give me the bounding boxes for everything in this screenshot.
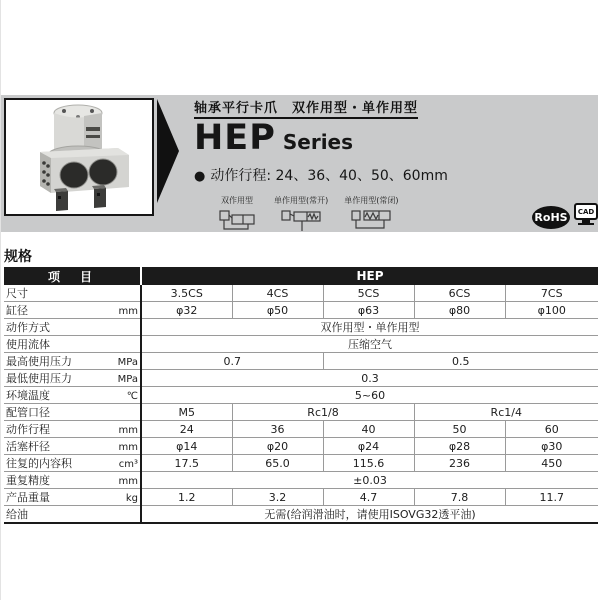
- series-title: [194, 118, 448, 161]
- spec-value-cell: 17.5: [141, 455, 232, 472]
- spec-row-unit: mm: [118, 425, 138, 436]
- spec-value-cell: 双作用型・单作用型: [141, 319, 598, 336]
- cad-icon: [574, 203, 598, 227]
- spec-table-row: [4, 370, 598, 387]
- spec-row-label-cell: [4, 370, 141, 387]
- spec-value-cell: 1.2: [141, 489, 232, 506]
- symbol-single-acting-no: [274, 195, 328, 233]
- spec-value-cell: 5CS: [323, 285, 414, 302]
- spec-row-label: 重复精度: [6, 474, 50, 487]
- spec-row-unit: mm: [118, 306, 138, 317]
- stroke-spec-line: [194, 165, 448, 185]
- spec-value-cell: φ63: [323, 302, 414, 319]
- spec-value-cell: Rc1/4: [414, 404, 598, 421]
- spec-row-unit: mm: [118, 476, 138, 487]
- spec-row-label-cell: [4, 302, 141, 319]
- spec-row-label-cell: [4, 438, 141, 455]
- series-name: HEP: [194, 118, 276, 158]
- spec-table-row: [4, 353, 598, 370]
- spec-value-cell: 60: [505, 421, 598, 438]
- spec-value-cell: φ50: [232, 302, 323, 319]
- spec-table-row: [4, 336, 598, 353]
- spec-value-cell: 50: [414, 421, 505, 438]
- title-block: [194, 97, 448, 185]
- symbol-double-acting: [216, 195, 258, 233]
- spec-row-unit: mm: [118, 442, 138, 453]
- spec-value-cell: φ32: [141, 302, 232, 319]
- spec-value-cell: φ20: [232, 438, 323, 455]
- spec-value-cell: 115.6: [323, 455, 414, 472]
- spec-row-label-cell: [4, 319, 141, 336]
- spec-table-row: [4, 387, 598, 404]
- cad-base: [578, 223, 594, 225]
- spec-value-cell: 0.7: [141, 353, 323, 370]
- spec-value-cell: 7CS: [505, 285, 598, 302]
- spec-row-unit: cm³: [118, 459, 138, 470]
- gripper-product-image: [6, 100, 152, 214]
- spec-value-cell: 3.2: [232, 489, 323, 506]
- product-subtitle: 轴承平行卡爪 双作用型・单作用型: [194, 97, 418, 119]
- product-photo: [4, 98, 154, 216]
- spec-row-label-cell: [4, 285, 141, 302]
- spec-value-cell: 7.8: [414, 489, 505, 506]
- spec-table-row: [4, 319, 598, 336]
- series-column-header: HEP: [141, 267, 598, 285]
- spec-row-label: 动作行程: [6, 423, 50, 436]
- spec-row-label-cell: [4, 387, 141, 404]
- spec-row-label: 最低使用压力: [6, 372, 72, 385]
- series-suffix: Series: [282, 130, 354, 154]
- spec-row-label: 给油: [6, 508, 28, 521]
- spec-value-cell: 24: [141, 421, 232, 438]
- spec-value-cell: M5: [141, 404, 232, 421]
- bullet-icon: ●: [194, 169, 206, 184]
- spec-value-cell: φ80: [414, 302, 505, 319]
- spec-table-row: [4, 302, 598, 319]
- spec-table-row: [4, 489, 598, 506]
- spec-row-label-cell: [4, 353, 141, 370]
- spec-value-cell: φ28: [414, 438, 505, 455]
- spec-row-label: 配管口径: [6, 406, 50, 419]
- spec-value-cell: 65.0: [232, 455, 323, 472]
- spec-table-row: [4, 472, 598, 489]
- spec-row-label-cell: [4, 506, 141, 524]
- spec-row-label-cell: [4, 455, 141, 472]
- symbol-single-acting-nc: [344, 195, 398, 233]
- spec-table-row: [4, 438, 598, 455]
- spec-row-unit: ℃: [126, 391, 138, 402]
- spec-value-cell: φ30: [505, 438, 598, 455]
- spec-value-cell: 4.7: [323, 489, 414, 506]
- double-acting-symbol-icon: [216, 207, 258, 233]
- spec-row-unit: MPa: [117, 357, 138, 368]
- spec-value-cell: 0.5: [323, 353, 598, 370]
- spec-value-cell: φ100: [505, 302, 598, 319]
- spec-row-label: 使用流体: [6, 338, 50, 351]
- spec-row-label-cell: [4, 489, 141, 506]
- symbol-label: 双作用型: [221, 196, 253, 205]
- banner-arrow-icon: [157, 99, 179, 203]
- cad-screen: CAD: [574, 203, 598, 220]
- spec-row-label: 动作方式: [6, 321, 50, 334]
- spec-table: [4, 267, 598, 524]
- spec-value-cell: 6CS: [414, 285, 505, 302]
- spec-value-cell: 无需(给润滑油时，请使用ISOVG32透平油): [141, 506, 598, 524]
- spec-table-row: [4, 455, 598, 472]
- spec-value-cell: φ24: [323, 438, 414, 455]
- spec-row-label: 尺寸: [6, 287, 28, 300]
- spec-row-unit: kg: [125, 493, 138, 504]
- spec-value-cell: 3.5CS: [141, 285, 232, 302]
- spec-row-unit: MPa: [117, 374, 138, 385]
- spec-row-label: 往复的内容积: [6, 457, 72, 470]
- symbol-label: 单作用型(常闭): [344, 196, 399, 205]
- pneumatic-symbols: [216, 195, 399, 233]
- spec-table-header-row: [4, 267, 598, 285]
- spec-value-cell: 0.3: [141, 370, 598, 387]
- header-banner: [1, 95, 598, 232]
- spec-row-label: 活塞杆径: [6, 440, 50, 453]
- spec-row-label: 最高使用压力: [6, 355, 72, 368]
- spec-row-label: 环境温度: [6, 389, 50, 402]
- item-column-header: 项 目: [4, 267, 141, 285]
- single-acting-no-symbol-icon: [278, 207, 324, 233]
- spec-table-row: [4, 404, 598, 421]
- spec-row-label: 产品重量: [6, 491, 50, 504]
- spec-value-cell: 236: [414, 455, 505, 472]
- spec-row-label-cell: [4, 336, 141, 353]
- spec-row-label-cell: [4, 421, 141, 438]
- spec-row-label-cell: [4, 404, 141, 421]
- spec-value-cell: 40: [323, 421, 414, 438]
- stroke-text: 动作行程: 24、36、40、50、60mm: [210, 168, 448, 184]
- spec-section-heading: 规格: [4, 249, 32, 265]
- spec-row-label: 缸径: [6, 304, 28, 317]
- spec-value-cell: 36: [232, 421, 323, 438]
- spec-value-cell: Rc1/8: [232, 404, 414, 421]
- spec-value-cell: 11.7: [505, 489, 598, 506]
- spec-value-cell: 4CS: [232, 285, 323, 302]
- spec-row-label-cell: [4, 472, 141, 489]
- single-acting-nc-symbol-icon: [348, 207, 394, 233]
- spec-value-cell: ±0.03: [141, 472, 598, 489]
- rohs-badge: RoHS: [532, 206, 570, 229]
- spec-value-cell: 压缩空气: [141, 336, 598, 353]
- spec-table-row: [4, 285, 598, 302]
- spec-table-row: [4, 506, 598, 524]
- spec-value-cell: 5~60: [141, 387, 598, 404]
- spec-value-cell: φ14: [141, 438, 232, 455]
- spec-value-cell: 450: [505, 455, 598, 472]
- symbol-label: 单作用型(常开): [274, 196, 329, 205]
- spec-table-row: [4, 421, 598, 438]
